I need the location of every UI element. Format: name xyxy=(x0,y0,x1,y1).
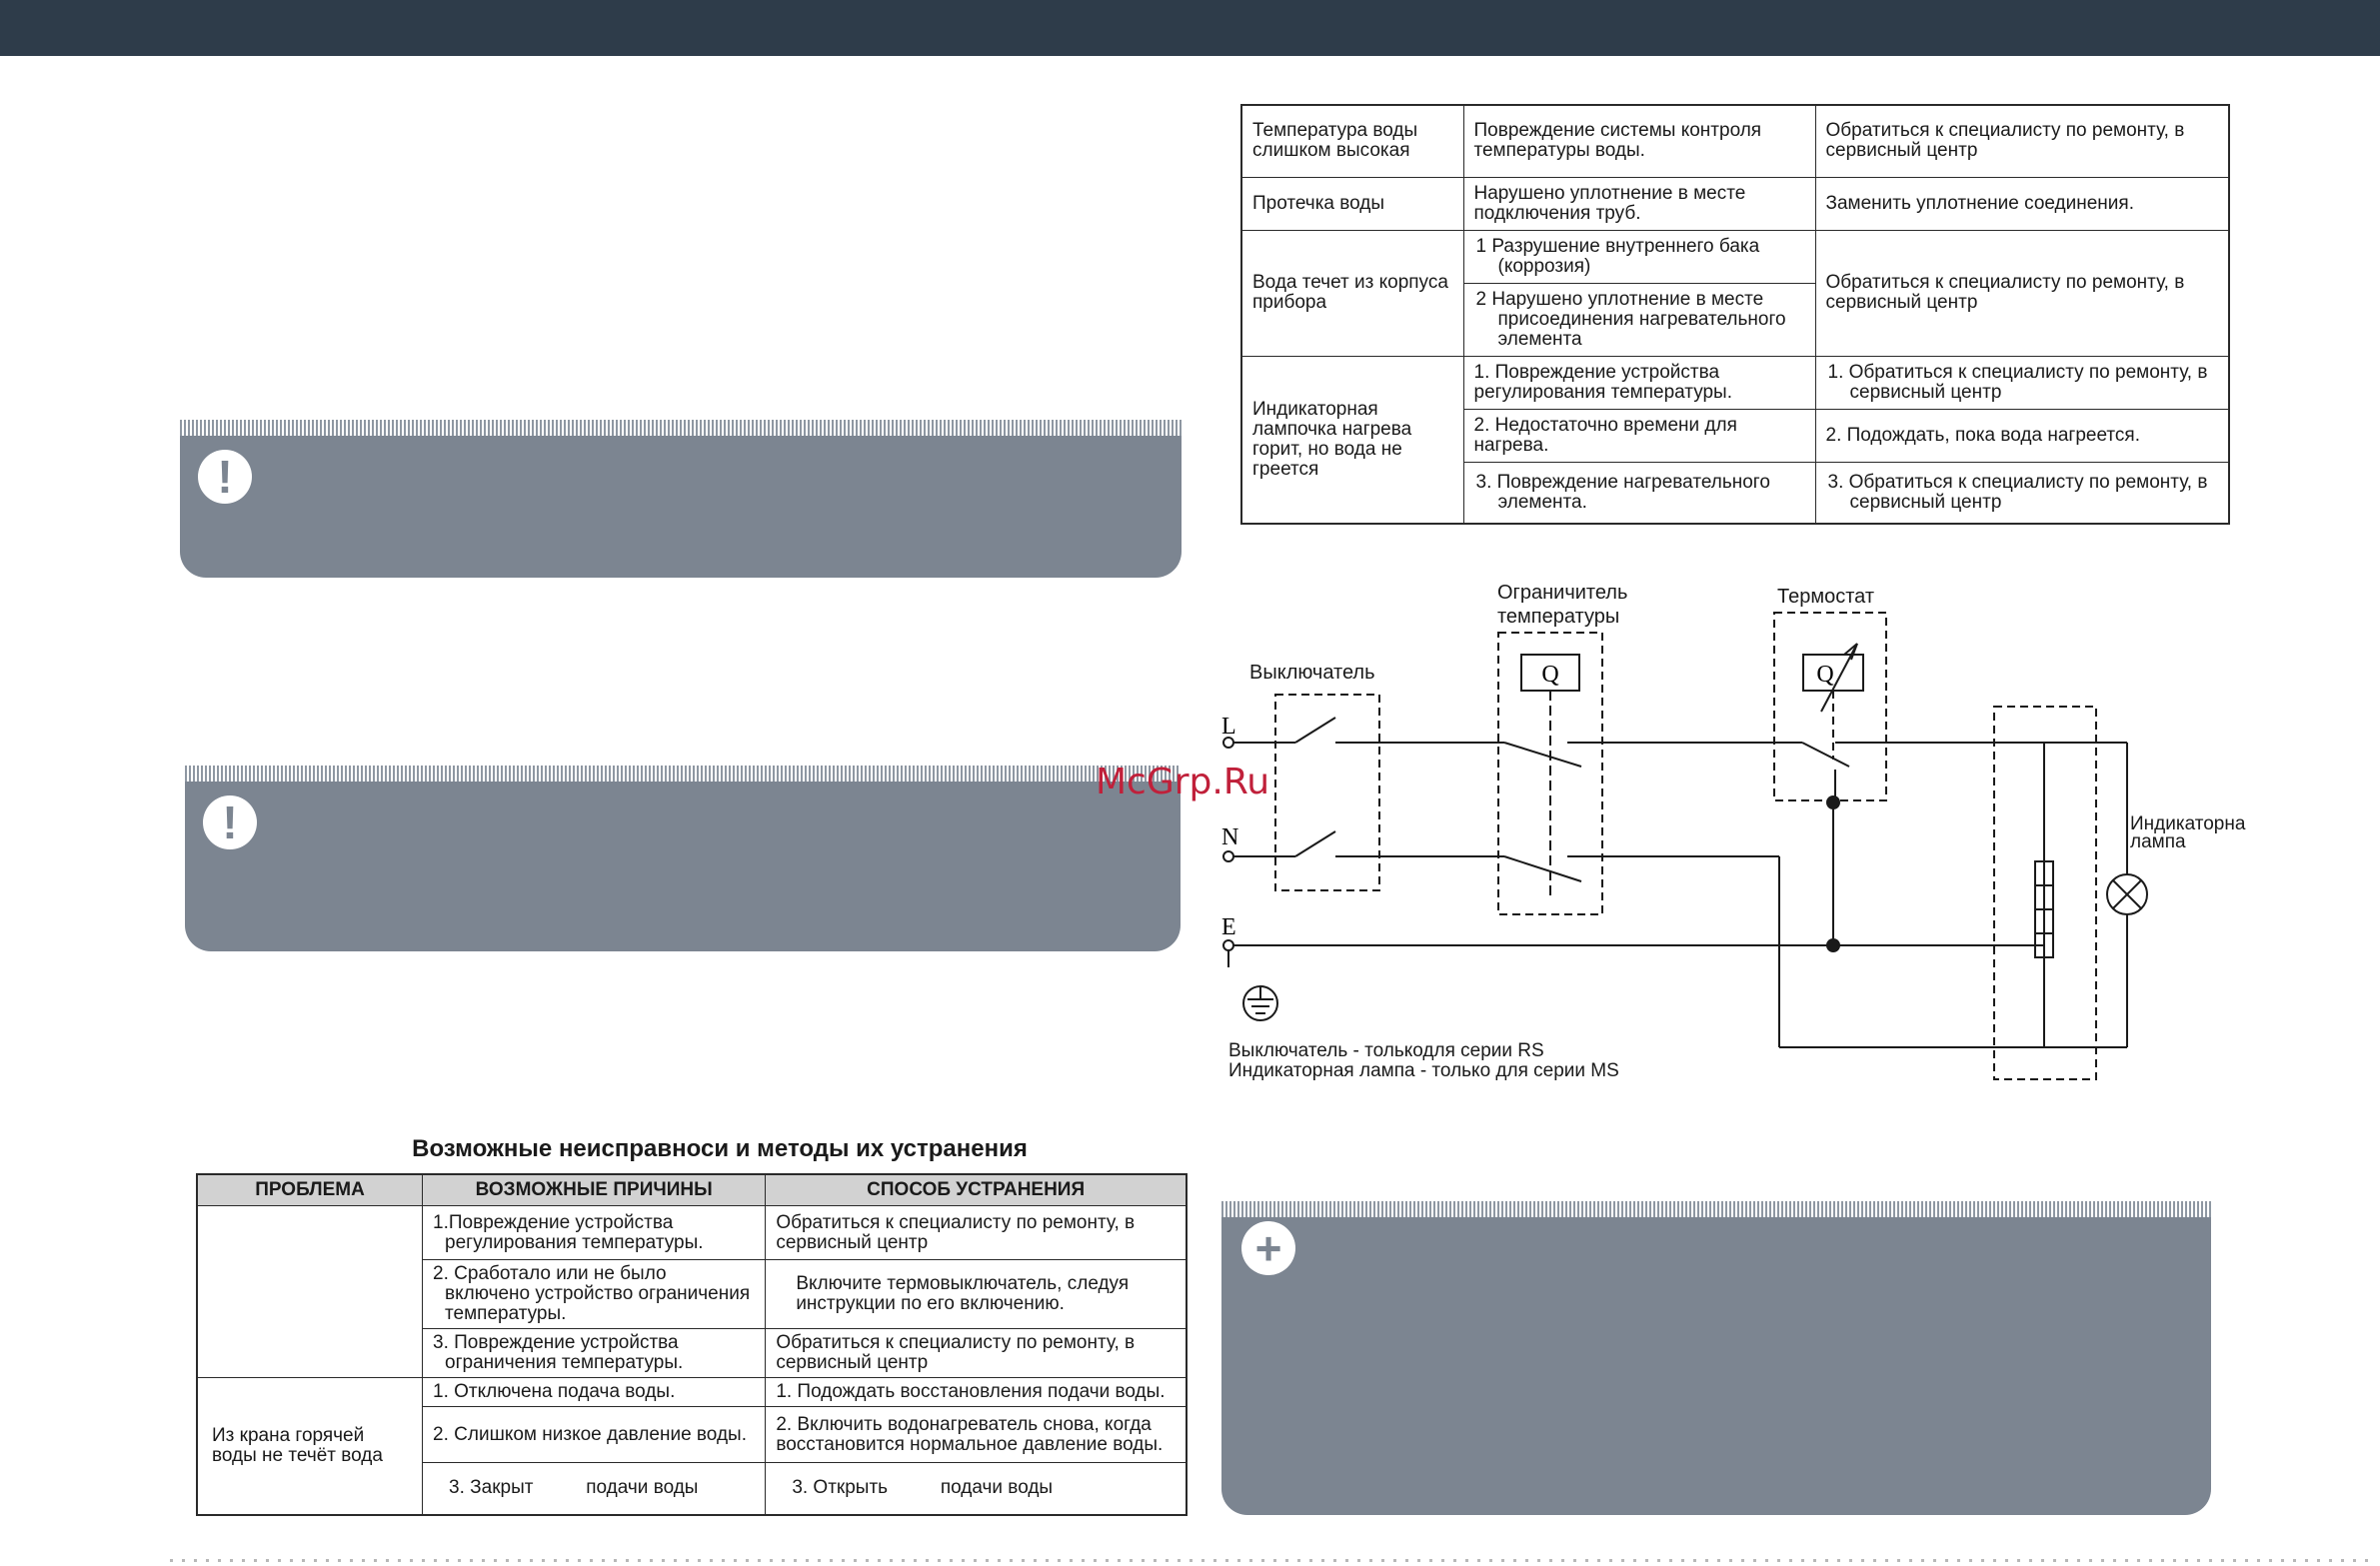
cause-cell: Повреждение системы контроля температуры воды. xyxy=(1463,105,1815,177)
notice-hatch xyxy=(180,420,1182,436)
top-header-bar xyxy=(0,0,2380,56)
table-row xyxy=(1241,105,2229,177)
fix-cell: Включите термовыключатель, следуя инструкции по его включению. xyxy=(766,1260,1187,1329)
cause-cell: Нарушено уплотнение в месте подключения труб. xyxy=(1463,177,1815,230)
cause-cell: 2 Нарушено уплотнение в месте присоединения нагревательного элемента xyxy=(1463,283,1815,356)
fix-cell: 3. Обратиться к специалисту по ремонту, в сервисный центр xyxy=(1815,462,2229,524)
problem-cell-empty xyxy=(197,1206,423,1378)
cause-cell: 3. Повреждение нагревательного элемента. xyxy=(1463,462,1815,524)
bottom-dotted-divider xyxy=(170,1559,2369,1562)
limiter-q-label: Q xyxy=(1541,662,1559,688)
fix-cell: Обратиться к специалисту по ремонту, в сервисный центр xyxy=(766,1329,1187,1378)
diagram-note-1: Выключатель - толькодля серии RS xyxy=(1228,1040,1544,1061)
table-row xyxy=(1241,230,2229,283)
troubleshooting-table-bottom xyxy=(196,1173,1188,1516)
header-causes: ВОЗМОЖНЫЕ ПРИЧИНЫ xyxy=(423,1174,766,1206)
fix-cell: Заменить уплотнение соединения. xyxy=(1815,177,2229,230)
line-E-label: E xyxy=(1221,914,1236,940)
fix-cell: 3. Открыть подачи воды xyxy=(766,1463,1187,1515)
thermostat-label: Термостат xyxy=(1777,586,1874,608)
cause-cell: 2. Сработало или не было включено устройство ограничения температуры. xyxy=(423,1260,766,1329)
warning-notice-2 xyxy=(185,766,1181,951)
header-row xyxy=(197,1174,1187,1206)
cause-cell: 2. Недостаточно времени для нагрева. xyxy=(1463,409,1815,462)
problem-cell: Из крана горячей воды не течёт вода xyxy=(197,1378,423,1515)
switch-contact-N xyxy=(1295,831,1335,856)
exclamation-icon: ! xyxy=(198,450,252,504)
header-fix: СПОСОБ УСТРАНЕНИЯ xyxy=(766,1174,1187,1206)
table-title: Возможные неисправноси и методы их устранения xyxy=(412,1135,1028,1162)
cause-cell: 3. Повреждение устройства ограничения температуры. xyxy=(423,1329,766,1378)
junction-dot-1 xyxy=(1826,795,1840,809)
fix-cell: 2. Подождать, пока вода нагреется. xyxy=(1815,409,2229,462)
lamp-label-1: Индикаторна xyxy=(2130,813,2246,834)
junction-dot-2 xyxy=(1826,938,1840,952)
table-row xyxy=(1241,177,2229,230)
problem-cell: Индикаторная лампочка нагрева горит, но вода не греется xyxy=(1241,356,1463,524)
notice-hatch xyxy=(1221,1201,2211,1217)
terminal-E xyxy=(1223,940,1233,950)
fix-cell: Обратиться к специалисту по ремонту, в сервисный центр xyxy=(1815,230,2229,356)
table-row xyxy=(197,1206,1187,1260)
thermostat-q-label: Q xyxy=(1816,662,1834,688)
wiring-diagram xyxy=(1199,560,2380,1119)
problem-cell: Вода течет из корпуса прибора xyxy=(1241,230,1463,356)
info-notice xyxy=(1221,1201,2211,1515)
thermostat-box xyxy=(1774,613,1886,800)
switch-contact-L xyxy=(1295,718,1335,743)
switch-label: Выключатель xyxy=(1249,662,1375,684)
switch-box xyxy=(1275,695,1379,890)
warning-notice-1 xyxy=(180,420,1182,578)
exclamation-icon: ! xyxy=(203,795,257,849)
plus-icon: + xyxy=(1241,1221,1295,1275)
line-L-label: L xyxy=(1221,714,1236,740)
cause-cell: 1.Повреждение устройства регулирования температуры. xyxy=(423,1206,766,1260)
table-row xyxy=(1241,356,2229,409)
watermark: McGrp.Ru xyxy=(1096,762,1270,802)
cause-cell: 2. Слишком низкое давление воды. xyxy=(423,1407,766,1463)
limiter-contact-N xyxy=(1504,856,1581,881)
limiter-label-2: температуры xyxy=(1497,606,1620,628)
limiter-label-1: Ограничитель xyxy=(1497,582,1628,604)
cause-cell: 1. Отключена подача воды. xyxy=(423,1378,766,1407)
troubleshooting-table-top xyxy=(1240,104,2230,525)
line-N-label: N xyxy=(1221,824,1239,850)
fix-cell: Обратиться к специалисту по ремонту, в сервисный центр xyxy=(766,1206,1187,1260)
limiter-contact-L xyxy=(1504,743,1581,767)
problem-cell: Протечка воды xyxy=(1241,177,1463,230)
thermostat-contact xyxy=(1802,743,1849,767)
terminal-N xyxy=(1223,851,1233,861)
header-problem: ПРОБЛЕМА xyxy=(197,1174,423,1206)
fix-cell: Обратиться к специалисту по ремонту, в сервисный центр xyxy=(1815,105,2229,177)
table-row xyxy=(197,1378,1187,1407)
notice-hatch xyxy=(185,766,1181,782)
problem-cell: Температура воды слишком высокая xyxy=(1241,105,1463,177)
cause-cell: 1 Разрушение внутреннего бака (коррозия) xyxy=(1463,230,1815,283)
fix-cell: 2. Включить водонагреватель снова, когда восстановится нормальное давление воды. xyxy=(766,1407,1187,1463)
fix-cell: 1. Подождать восстановления подачи воды. xyxy=(766,1378,1187,1407)
diagram-note-2: Индикаторная лампа - только для серии MS xyxy=(1228,1060,1619,1081)
lamp-label-2: лампа xyxy=(2130,831,2186,852)
fix-cell: 1. Обратиться к специалисту по ремонту, в сервисный центр xyxy=(1815,356,2229,409)
cause-cell: 1. Повреждение устройства регулирования температуры. xyxy=(1463,356,1815,409)
cause-cell: 3. Закрыт подачи воды xyxy=(423,1463,766,1515)
